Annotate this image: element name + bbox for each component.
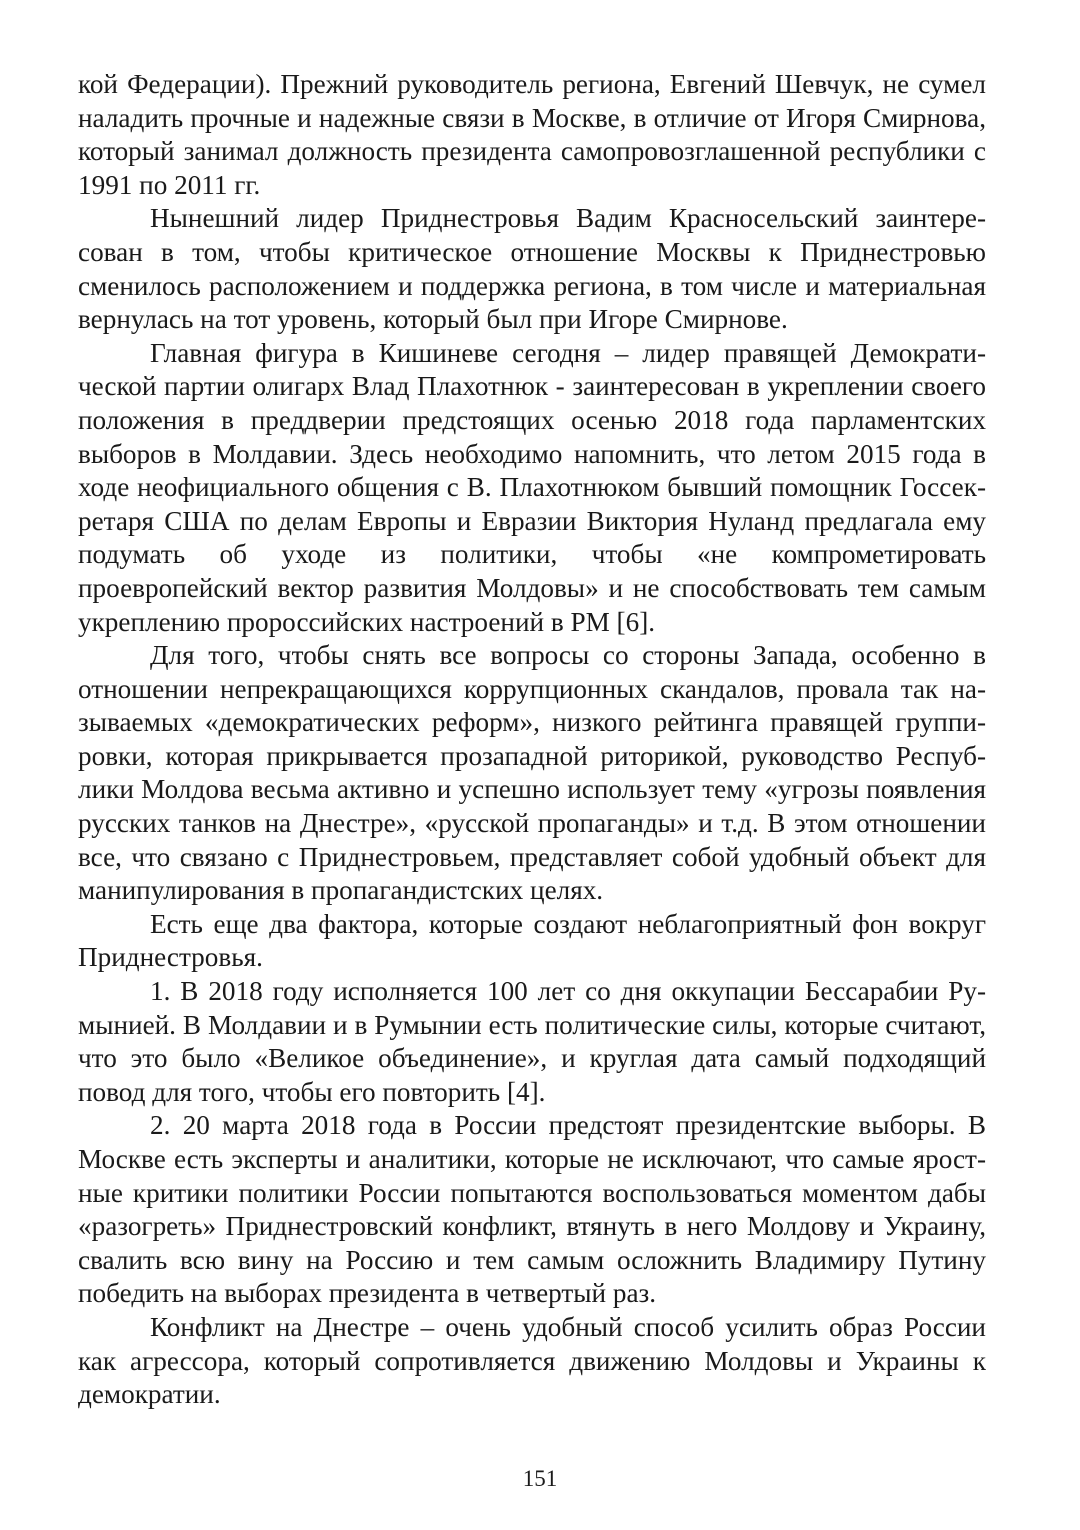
- page-number: 151: [522, 1466, 558, 1491]
- list-item: 1. В 2018 году исполняется 100 лет со дня оккупации Бессарабии Румынией. В Молдавии и в Румынии есть политические силы, которые считают, что это было «Великое объединение», и круглая дата самый подходящий повод для того, чтобы его повторить [4].: [78, 976, 986, 1107]
- paragraph: Есть еще два фактора, которые создают неблагоприятный фон вокруг Приднестровья.: [78, 908, 986, 973]
- paragraph: Для того, чтобы снять все вопросы со стороны Запада, особенно в отношении непрекращающихся коррупционных скандалов, провала так называемых «демократических реформ», низкого рейтинга правящей группировки, которая прикрывается прозападной риторикой, руководство Республики Молдова весьма активно и успешно использует тему «угрозы появления русских танков на Днестре», «русской пропаганды» и т.д. В этом отношении все, что связано с Приднестровьем, представляет собой удобный объект для манипулирования в пропагандистских целях.: [78, 640, 986, 906]
- paragraph: Главная фигура в Кишиневе сегодня – лидер правящей Демократической партии олигарх Влад Плахотнюк - заинтересован в укреплении своего положения в преддверии предстоящих осенью 2018 года парламентских выборов в Молдавии. Здесь необходимо напомнить, что летом 2015 года в ходе неофициального общения с В. Плахотнюком бывший помощник Госсекретаря США по делам Европы и Евразии Виктория Нуланд предлагала ему подумать об уходе из политики, чтобы «не компрометировать проевропейский вектор развития Молдовы» и не способствовать тем самым укреплению пророссийских настроений в РМ [6].: [78, 337, 986, 637]
- page-body: [78, 68, 986, 1412]
- paragraph: Нынешний лидер Приднестровья Вадим Красносельский заинтересован в том, чтобы критическое отношение Москвы к Приднестровью сменилось расположением и поддержка региона, в том числе и материальная вернулась на тот уровень, который был при Игоре Смирнове.: [78, 203, 986, 335]
- paragraph-continuation: кой Федерации). Прежний руководитель региона, Евгений Шевчук, не сумел наладить прочные и надежные связи в Москве, в отличие от Игоря Смирнова, который занимал должность президента самопровозглашенной республики с 1991 по 2011 гг.: [78, 69, 986, 200]
- list-item: 2. 20 марта 2018 года в России предстоят президентские выборы. В Москве есть эксперты и аналитики, которые не исключают, что самые яростные критики политики России попытаются воспользоваться моментом дабы «разогреть» Приднестровский конфликт, втянуть в него Молдову и Украину, свалить всю вину на Россию и тем самым осложнить Владимиру Путину победить на выборах президента в четвертый раз.: [78, 1110, 986, 1309]
- paragraph: Конфликт на Днестре – очень удобный способ усилить образ России как агрессора, который сопротивляется движению Молдовы и Украины к демократии.: [78, 1311, 986, 1410]
